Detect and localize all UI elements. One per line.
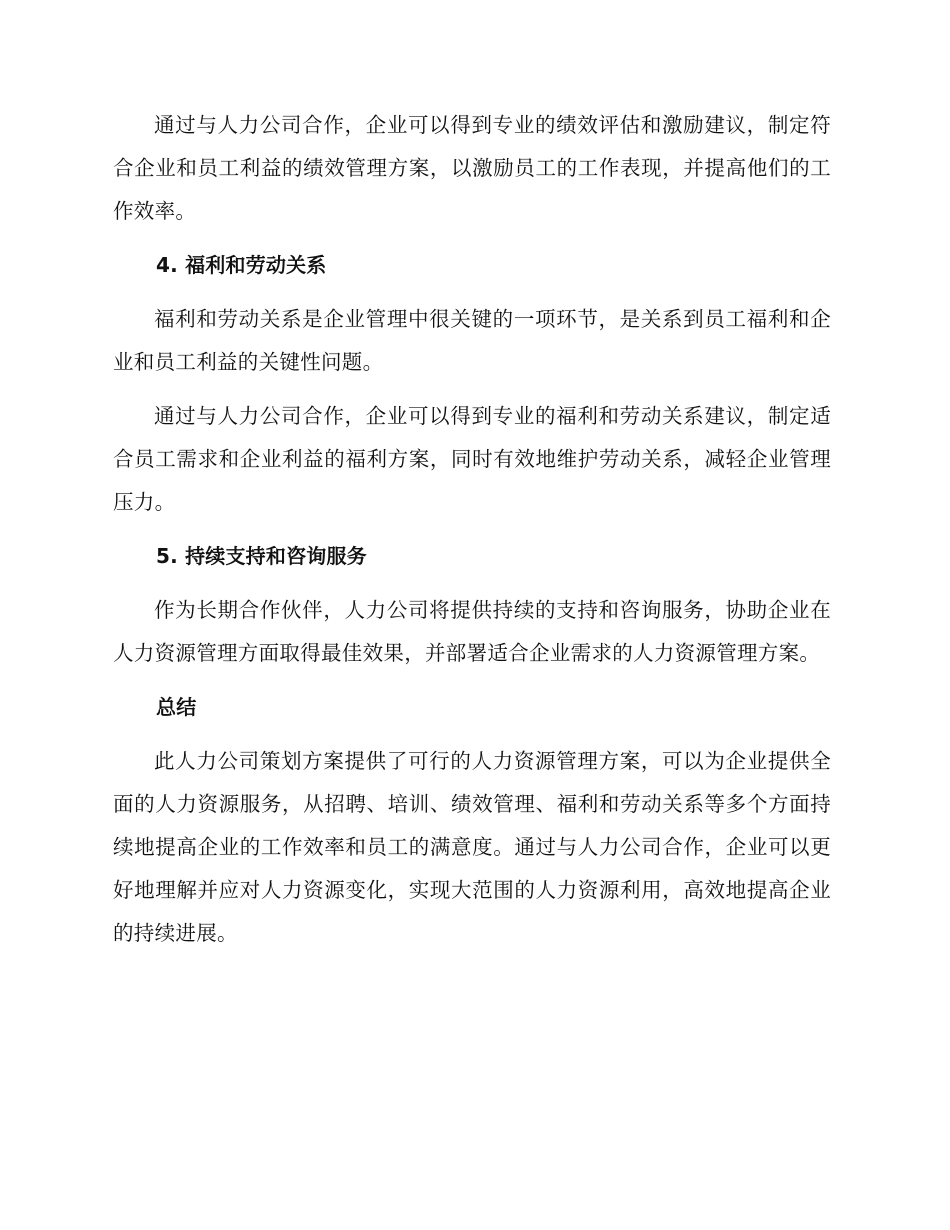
paragraph-summary: 此人力公司策划方案提供了可行的人力资源管理方案，可以为企业提供全面的人力资源服务，从招聘、培训、绩效管理、福利和劳动关系等多个方面持续地提高企业的工作效率和员工的满意度。通过与人力公司合作，企业可以更好地理解并应对人力资源变化，实现大范围的人力资源利用，高效地提高企业的持续进展。	[113, 749, 831, 945]
paragraph-performance-cooperation: 通过与人力公司合作，企业可以得到专业的绩效评估和激励建议，制定符合企业和员工利益的绩效管理方案，以激励员工的工作表现，并提高他们的工作效率。	[113, 113, 831, 223]
paragraph-welfare-intro: 福利和劳动关系是企业管理中很关键的一项环节，是关系到员工福利和企业和员工利益的关键性问题。	[113, 307, 831, 374]
section-heading-summary: 总结	[156, 695, 197, 719]
section-heading-continuous-support: 5. 持续支持和咨询服务	[156, 544, 367, 568]
paragraph-continuous-support: 作为长期合作伙伴，人力公司将提供持续的支持和咨询服务，协助企业在人力资源管理方面取得最佳效果，并部署适合企业需求的人力资源管理方案。	[113, 598, 831, 665]
document-body	[113, 104, 831, 966]
section-heading-welfare-labor: 4. 福利和劳动关系	[156, 253, 327, 277]
paragraph-welfare-cooperation: 通过与人力公司合作，企业可以得到专业的福利和劳动关系建议，制定适合员工需求和企业利益的福利方案，同时有效地维护劳动关系，减轻企业管理压力。	[113, 404, 831, 514]
